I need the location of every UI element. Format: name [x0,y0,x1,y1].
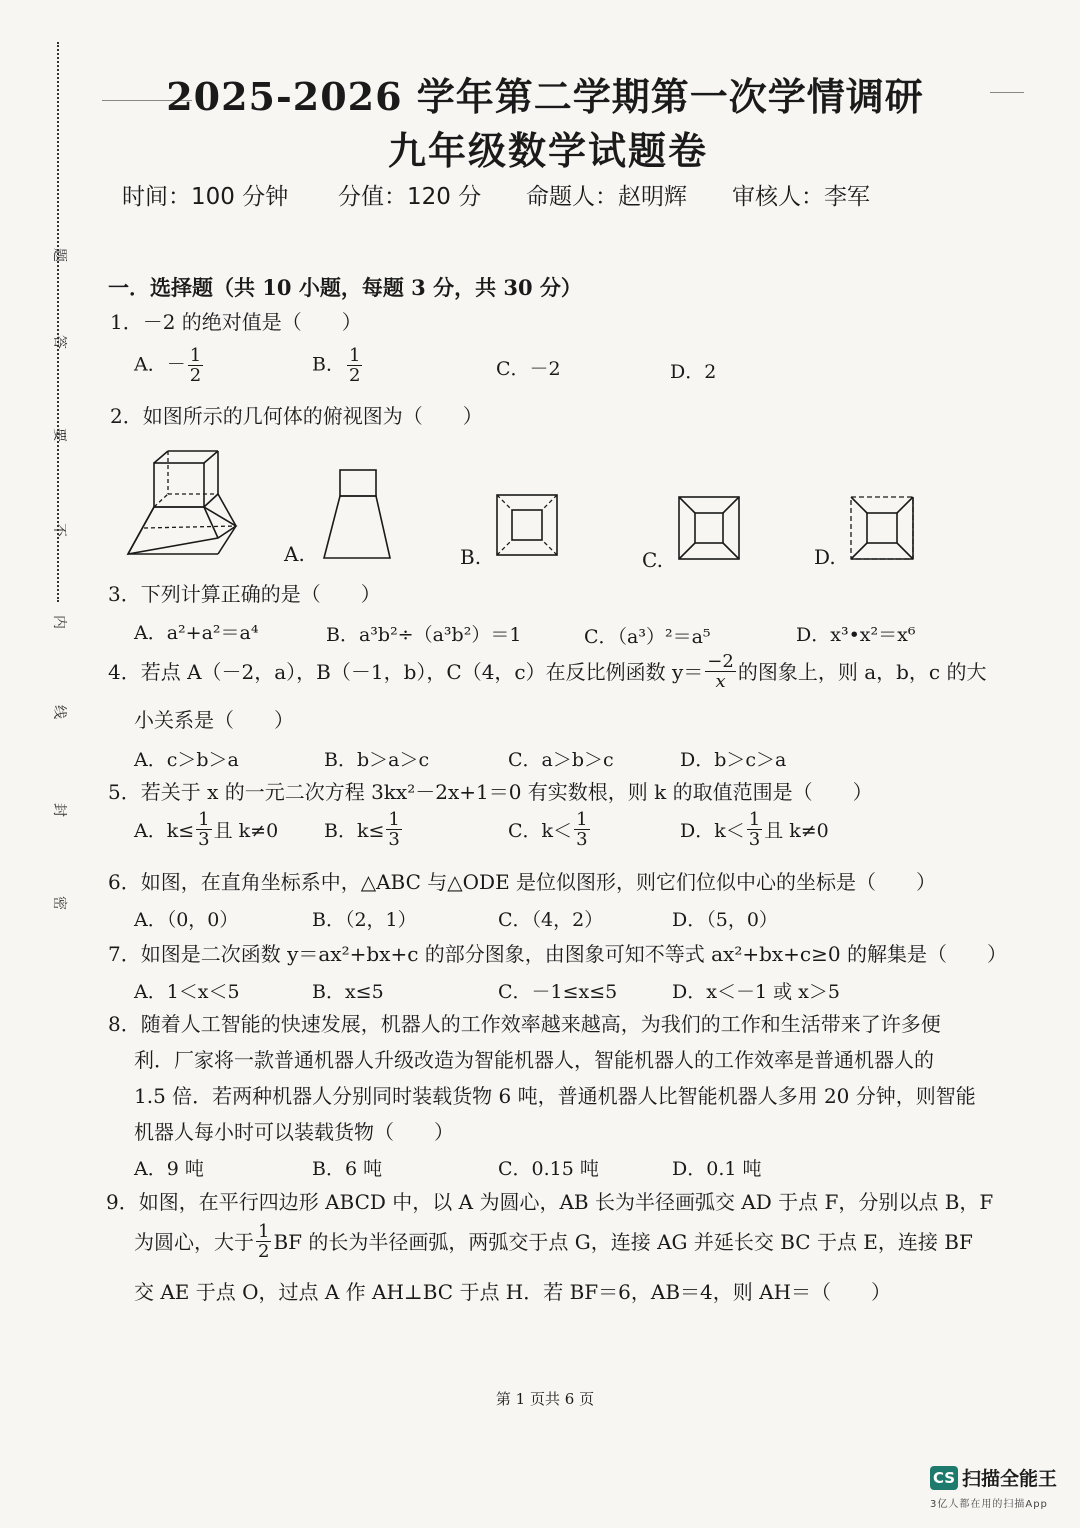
binding-char-da: 答 [51,335,67,349]
question-5-option-a: A．k≤ $\frac{1}{3}$ 且 k≠0 [134,809,279,850]
question-5-option-c: C．k＜ $\frac{1}{3}$ [508,809,588,850]
question-2-geometry-figure [124,448,246,558]
scanner-watermark [930,1464,1057,1510]
question-7-stem: 7．如图是二次函数 y＝ax²+bx+c 的部分图象，由图象可知不等式 ax²+bx+c≥0 的解集是（ ） [108,942,1007,966]
question-6-option-b: B．（2，1） [312,909,417,931]
question-7-option-d: D．x＜－1 或 x＞5 [672,981,840,1003]
exam-score: 分值：120 分 [338,184,482,210]
question-2-option-b-label: B. [460,545,482,569]
question-8-option-c: C．0.15 吨 [498,1158,599,1180]
question-2-option-d-label: D. [814,545,836,569]
question-8-line3: 1.5 倍．若两种机器人分别同时装载货物 6 吨，普通机器人比智能机器人多用 20 分钟，则智能 [134,1084,976,1108]
question-1-stem: 1．－2 的绝对值是（ ） [110,310,362,334]
question-9-line1: 9．如图，在平行四边形 ABCD 中，以 A 为圆心，AB 长为半径画弧交 AD 于点 F，分别以点 B，F [106,1190,994,1214]
binding-char-xian: 线 [51,705,67,719]
question-9-line2: 为圆心，大于 $\frac{1}{2}$ BF 的长为半径画弧，两弧交于点 G，连接 AG 并延长交 BC 于点 E，连接 BF [134,1221,973,1262]
question-3-option-c: C．（a³）²＝a⁵ [584,626,711,648]
question-8-option-a: A．9 吨 [134,1158,204,1180]
binding-char-nei: 内 [51,615,67,629]
question-3-option-d: D．x³•x²＝x⁶ [796,624,916,646]
exam-title: 2025-2026 学年第二学期第一次学情调研 [166,74,924,119]
page-number: 第 1 页共 6 页 [495,1390,595,1408]
exam-time: 时间：100 分钟 [122,184,289,210]
question-5-option-b: B．k≤ $\frac{1}{3}$ [324,809,400,850]
exam-subtitle: 九年级数学试题卷 [387,128,708,173]
exam-author: 命题人：赵明辉 [526,184,687,210]
binding-char-yao: 要 [51,428,67,442]
question-8-option-b: B．6 吨 [312,1158,383,1180]
binding-char-feng: 封 [51,803,67,817]
question-2-stem: 2．如图所示的几何体的俯视图为（ ） [110,404,483,428]
question-7-option-c: C．－1≤x≤5 [498,981,618,1003]
question-4-option-b: B．b＞a＞c [324,749,430,771]
scanner-logo-icon: CS [930,1466,958,1490]
binding-char-bu: 不 [51,523,67,537]
question-2-option-c-figure [676,494,742,562]
question-7-option-b: B．x≤5 [312,981,384,1003]
question-1-option-a: A．－ $\frac{1}{2}$ [134,345,202,386]
section-title: 一．选择题（共 10 小题，每题 3 分，共 30 分） [108,275,582,300]
question-2-option-a-figure [320,468,394,562]
question-4-option-a: A．c＞b＞a [134,749,239,771]
question-7-option-a: A．1＜x＜5 [134,981,240,1003]
question-6-option-a: A．（0，0） [134,909,239,931]
question-4-option-c: C．a＞b＞c [508,749,614,771]
question-8-line4: 机器人每小时可以装载货物（ ） [134,1120,454,1144]
question-5-stem: 5．若关于 x 的一元二次方程 3kx²－2x+1＝0 有实数根，则 k 的取值范围是（ ） [108,780,873,804]
question-3-option-a: A．a²+a²＝a⁴ [134,622,259,644]
question-2-option-c-label: C. [642,548,663,572]
question-2-option-b-figure [494,492,560,558]
question-3-stem: 3．下列计算正确的是（ ） [108,582,381,606]
question-1-option-b: B． $\frac{1}{2}$ [312,345,361,386]
scanner-app-name: 扫描全能王 [962,1468,1058,1490]
question-2-option-d-figure [848,494,916,562]
question-6-option-c: C．（4，2） [498,909,604,931]
question-2-option-a-label: A. [284,542,305,566]
binding-char-mi: 密 [51,896,67,910]
question-4-stem-line2: 小关系是（ ） [134,708,294,732]
question-6-option-d: D．（5，0） [672,909,778,931]
question-1-option-c: C．－2 [496,358,561,380]
question-9-line3: 交 AE 于点 O，过点 A 作 AH⊥BC 于点 H．若 BF＝6，AB＝4，则 AH＝（ ） [134,1280,892,1304]
question-6-stem: 6．如图，在直角坐标系中，△ABC 与△ODE 是位似图形，则它们位似中心的坐标是（ ） [108,870,937,894]
question-5-option-d: D．k＜ $\frac{1}{3}$ 且 k≠0 [680,809,829,850]
binding-char-ti: 题 [51,248,67,262]
scanner-tagline: 3亿人都在用的扫描App [930,1499,1048,1510]
question-4-stem: 4．若点 A（－2，a），B（－1，b），C（4，c）在反比例函数 y＝ $\frac{-2}{x}$ 的图象上，则 a，b，c 的大 [108,651,987,692]
exam-reviewer: 审核人：李军 [732,184,870,210]
question-8-line2: 利．厂家将一款普通机器人升级改造为智能机器人，智能机器人的工作效率是普通机器人的 [134,1048,934,1072]
question-8-option-d: D．0.1 吨 [672,1158,762,1180]
question-3-option-b: B．a³b²÷（a³b²）＝1 [326,624,522,646]
question-4-option-d: D．b＞c＞a [680,749,787,771]
question-1-option-d: D．2 [670,361,717,383]
question-8-line1: 8．随着人工智能的快速发展，机器人的工作效率越来越高，为我们的工作和生活带来了许多便 [108,1012,941,1036]
